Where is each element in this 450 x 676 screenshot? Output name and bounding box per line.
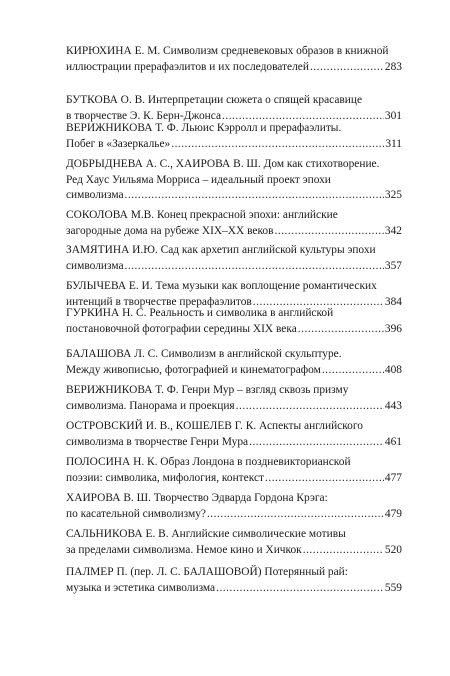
toc-entry-last-line <box>66 399 402 415</box>
toc-entry <box>66 93 402 124</box>
toc-entry-text: САЛЬНИКОВА Е. В. Английские символические мотивы <box>66 528 346 540</box>
toc-entry <box>66 208 402 239</box>
toc-entry <box>66 243 402 274</box>
toc-entry-text: ЗАМЯТИНА И.Ю. Сад как архетип английской культуры эпохи <box>66 244 376 256</box>
toc-entry-last-line <box>66 435 402 451</box>
toc-entry <box>66 491 402 522</box>
leader-dots <box>236 399 384 415</box>
leader-dots <box>310 60 384 76</box>
toc-entry-text: по касательной символизму? <box>66 507 206 520</box>
page-number: 559 <box>384 581 402 594</box>
toc-entry <box>66 44 402 75</box>
toc-entry-text: загородные дома на рубеже XIX–XX веков <box>66 224 274 237</box>
page-number: 396 <box>384 322 402 335</box>
toc-entry-text: Побег в «Зазеркалье» <box>66 137 171 150</box>
toc-entry <box>66 306 402 337</box>
toc-entry-text: иллюстрации прерафаэлитов и их последователей <box>66 60 309 73</box>
toc-entry <box>66 527 402 558</box>
leader-dots <box>303 543 384 559</box>
toc-entry-text: БУЛЫЧЕВА Е. И. Тема музыки как воплощение романтических <box>66 280 377 292</box>
toc-entry-text: ВЕРИЖНИКОВА Т. Ф. Генри Мур – взгляд сквозь призму <box>66 384 349 396</box>
toc-entry-last-line <box>66 224 402 240</box>
page-number: 325 <box>384 189 402 201</box>
toc-entry-text: в творчестве Э. К. Берн-Джонса <box>66 109 222 122</box>
leader-dots <box>171 137 384 153</box>
toc-entry-text: КИРЮХИНА Е. М. Символизм средневековых образов в книжной <box>66 45 389 57</box>
toc-entry <box>66 455 402 486</box>
leader-dots <box>249 435 384 451</box>
toc-entry <box>66 121 402 152</box>
toc-entry-text: за пределами символизма. Немое кино и Хичкок <box>66 543 302 556</box>
toc-entry <box>66 383 402 414</box>
toc-entry-last-line <box>66 137 402 153</box>
toc-entry-text: интенций в творчестве прерафаэлитов <box>66 295 252 308</box>
page-number: 384 <box>384 295 402 308</box>
toc-entry-text: постановочной фотографии середины XIX века <box>66 322 297 335</box>
toc-entry-text: ПАЛМЕР П. (пер. Л. С. БАЛАШОВОЙ) Потерянный рай: <box>66 566 348 578</box>
toc-entry-last-line <box>66 471 402 487</box>
toc-entry-text: поэзии: символика, мифология, контекст <box>66 471 264 484</box>
toc-entry-text: символизма. Панорама и проекция <box>66 399 235 412</box>
leader-dots <box>216 581 384 597</box>
toc-entry-text: Ред Хаус Уильяма Морриса – идеальный проект эпохи <box>66 173 331 186</box>
page-number: 479 <box>384 507 402 520</box>
toc-entry-text: ХАИРОВА В. Ш. Творчество Эдварда Гордона Крэга: <box>66 492 328 504</box>
leader-dots <box>207 507 384 523</box>
leader-dots <box>298 322 384 338</box>
toc-entry <box>66 419 402 450</box>
leader-dots <box>125 188 384 204</box>
toc-entry-last-line <box>66 259 402 275</box>
page-number: 301 <box>384 109 402 122</box>
toc-entry <box>66 347 402 378</box>
toc-entry-text: ДОБРЫДНЕВА А. С., ХАИРОВА В. Ш. Дом как стихотворение. <box>66 158 380 170</box>
page-number: 520 <box>384 543 402 556</box>
page-number: 443 <box>384 399 402 412</box>
toc-entry <box>66 157 402 204</box>
toc-entry-text: Между живописью, фотографией и кинематографом <box>66 363 321 376</box>
toc-entry-last-line <box>66 543 402 559</box>
toc-entry-last-line <box>66 363 402 379</box>
toc-entry-last-line <box>66 581 402 597</box>
toc-entry-text: символизма в творчестве Генри Мура <box>66 435 249 448</box>
page-number: 477 <box>384 471 402 484</box>
toc-entry-text: ПОЛОСИНА Н. К. Образ Лондона в поздневикторианской <box>66 456 351 468</box>
page-number: 408 <box>384 363 402 376</box>
toc-entry-text: ВЕРИЖНИКОВА Т. Ф. Льюис Кэрролл и прерафаэлиты. <box>66 122 342 134</box>
leader-dots <box>125 259 384 275</box>
leader-dots <box>322 363 384 379</box>
toc-entry-last-line <box>66 60 402 76</box>
toc-entry <box>66 565 402 596</box>
toc-entry-last-line <box>66 322 402 338</box>
toc-entry-text: символизма <box>66 189 124 201</box>
toc-entry-text: БУТКОВА О. В. Интерпретации сюжета о спящей красавице <box>66 94 363 106</box>
page-number: 461 <box>384 435 402 448</box>
toc-entry-last-line <box>66 507 402 523</box>
toc-entry-text: символизма <box>66 259 124 272</box>
page-number: 311 <box>385 137 402 150</box>
toc-entry-last-line <box>66 188 402 204</box>
toc-entry-text: ГУРКИНА Н. С. Реальность и символика в английской <box>66 307 334 319</box>
toc-entry-text: ОСТРОВСКИЙ И. В., КОШЕЛЕВ Г. К. Аспекты английского <box>66 420 363 432</box>
page-number: 342 <box>384 224 402 237</box>
page-number: 283 <box>384 60 402 73</box>
toc-entry-text: музыка и эстетика символизма <box>66 581 216 594</box>
toc-entry-text: БАЛАШОВА Л. С. Символизм в английской скульптуре. <box>66 348 342 360</box>
leader-dots <box>275 224 384 240</box>
leader-dots <box>265 471 384 487</box>
toc-entry-text: СОКОЛОВА М.В. Конец прекрасной эпохи: английские <box>66 209 338 221</box>
page-number: 357 <box>384 259 402 272</box>
